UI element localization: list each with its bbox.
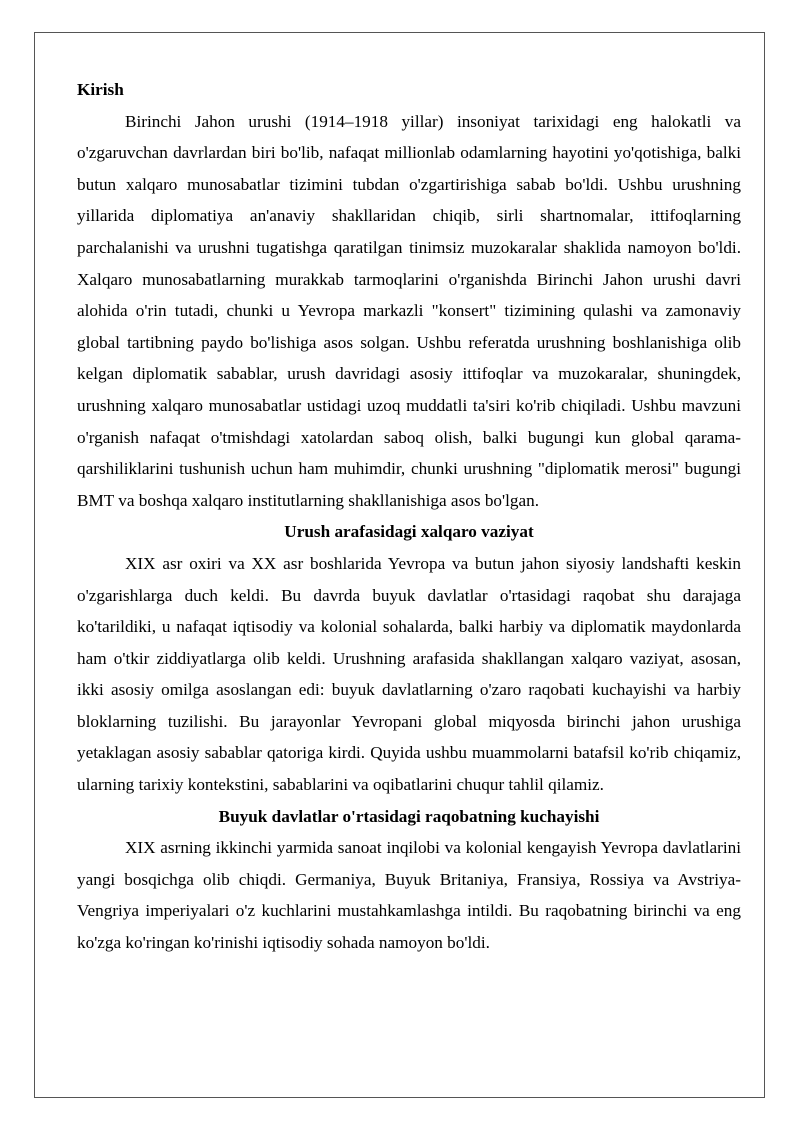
document-body <box>77 74 741 959</box>
great-powers-rivalry-paragraph: XIX asrning ikkinchi yarmida sanoat inqilobi va kolonial kengayish Yevropa davlatlarini yangi bosqichga olib chiqdi. Germaniya, Buyuk Britaniya, Fransiya, Rossiya va Avstriya-Vengriya imperiyalari o'z kuchlarini mustahkamlashga intildi. Bu raqobatning birinchi va eng ko'zga ko'ringan ko'rinishi iqtisodiy sohada namoyon bo'ldi. <box>77 838 741 953</box>
international-situation-paragraph: XIX asr oxiri va XX asr boshlarida Yevropa va butun jahon siyosiy landshafti keskin o'zgarishlarga duch keldi. Bu davrda buyuk davlatlar o'rtasidagi raqobat shu darajaga ko'tarildiki, u nafaqat iqtisodiy va kolonial sohalarda, balki harbiy va diplomatik maydonlarda ham o'tkir ziddiyatlarga olib keldi. Urushning arafasida shakllangan xalqaro vaziyat, asosan, ikki asosiy omilga asoslangan edi: buyuk davlatlarning o'zaro raqobati kuchayishi va harbiy bloklarning tuzilishi. Bu jarayonlar Yevropani global miqyosda birinchi jahon urushiga yetaklagan asosiy sabablar qatoriga kirdi. Quyida ushbu muammolarni batafsil ko'rib chiqamiz, ularning tarixiy kontekstini, sabablarini va oqibatlarini chuqur tahlil qilamiz. <box>77 553 741 795</box>
section-heading-great-powers-rivalry: Buyuk davlatlar o'rtasidagi raqobatning kuchayishi <box>218 806 600 826</box>
intro-paragraph: Birinchi Jahon urushi (1914–1918 yillar) insoniyat tarixidagi eng halokatli va o'zgaruvchan davrlardan biri bo'lib, nafaqat millionlab odamlarning hayotini yo'qotishiga, balki butun xalqaro munosabatlar tizimini tubdan o'zgartirishiga sabab bo'ldi. Ushbu urushning yillarida diplomatiya an'anaviy shakllaridan chiqib, sirli shartnomalar, ittifoqlarning parchalanishi va urushni tugatishga qaratilgan tinimsiz muzokaralar shaklida namoyon bo'ldi. Xalqaro munosabatlarning murakkab tarmoqlarini o'rganishda Birinchi Jahon urushi davri alohida o'rin tutadi, chunki u Yevropa markazli "konsert" tizimining qulashi va zamonaviy global tartibning paydo bo'lishiga asos solgan. Ushbu referatda urushning boshlanishiga olib kelgan diplomatik sabablar, urush davridagi asosiy ittifoqlar va muzokaralar, shuningdek, urushning xalqaro munosabatlar ustidagi uzoq muddatli ta'siri ko'rib chiqiladi. Ushbu mavzuni o'rganish nafaqat o'tmishdagi xatolardan saboq olish, balki bugungi kun global qarama-qarshiliklarini tushunish uchun ham muhimdir, chunki urushning "diplomatik merosi" bugungi BMT va boshqa xalqaro institutlarning shakllanishiga asos bo'lgan. <box>77 111 741 510</box>
section-heading-international-situation: Urush arafasidagi xalqaro vaziyat <box>284 522 534 542</box>
intro-heading: Kirish <box>77 80 124 99</box>
